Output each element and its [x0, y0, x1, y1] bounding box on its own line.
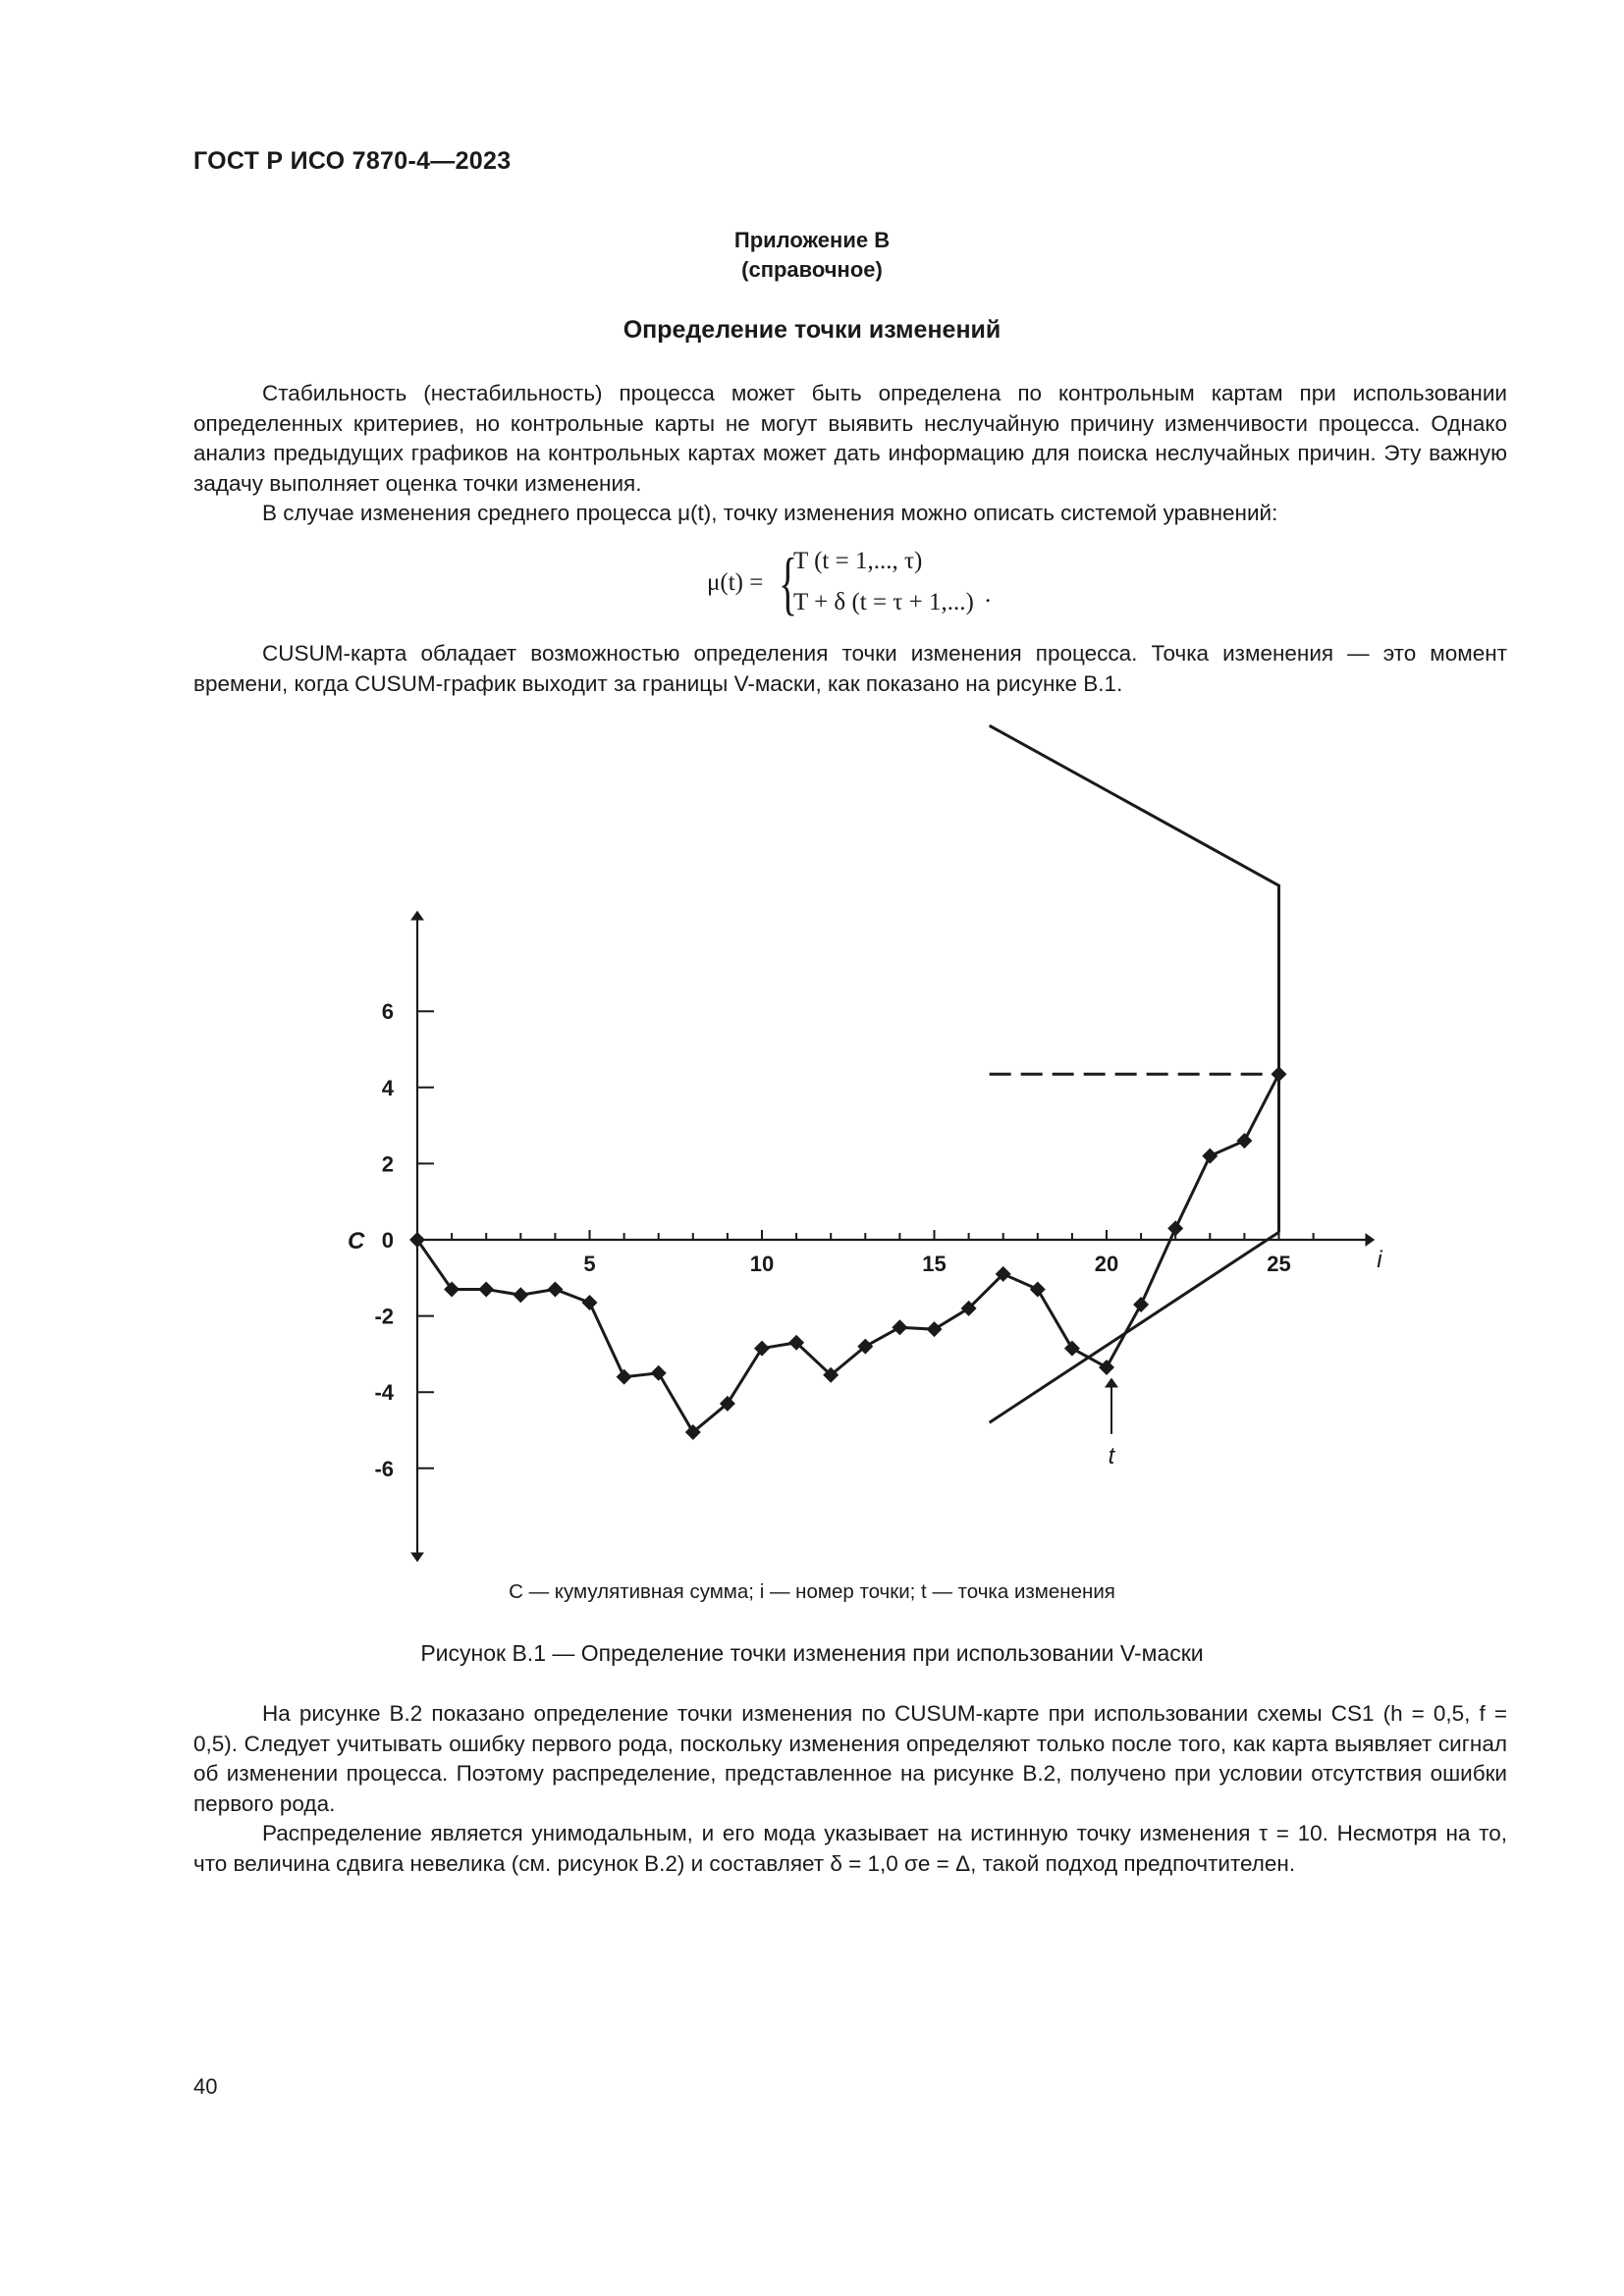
- appendix-type: (справочное): [741, 257, 883, 282]
- data-point: [513, 1287, 528, 1303]
- data-point: [754, 1341, 770, 1357]
- data-point: [927, 1321, 943, 1337]
- data-point: [1099, 1360, 1114, 1375]
- paragraph: На рисунке В.2 показано определение точки изменения по CUSUM-карте при использовании схемы CS1 (h = 0,5, f = 0,5). Следует учитывать ошибку первого рода, поскольку изменения определяют только после того, как карта выявляет сигнал об изменении процесса. Поэтому распределение, представленное на рисунке В.2, получено при условии отсутствия ошибки первого рода.: [193, 1701, 1507, 1816]
- conclusion-text: [193, 1699, 1507, 1879]
- y-tick-label: 6: [381, 999, 394, 1025]
- appendix-label: Приложение В: [733, 228, 891, 252]
- y-tick-label: -2: [374, 1304, 394, 1329]
- change-point-label: t: [1108, 1442, 1115, 1469]
- y-tick-label: -6: [374, 1456, 394, 1481]
- paragraph: CUSUM-карта обладает возможностью определения точки изменения процесса. Точка изменения — это момент времени, когда CUSUM-график выходит за границы V-маски, как показано на рисунке В.1.: [193, 641, 1507, 696]
- cusum-line: [417, 1074, 1279, 1432]
- x-axis-label: i: [1377, 1247, 1382, 1273]
- formula-end: .: [985, 581, 992, 608]
- legend-text: C — кумулятивная сумма; i — номер точки; t — точка изменения: [509, 1580, 1115, 1603]
- paragraph: В случае изменения среднего процесса μ(t), точку изменения можно описать системой уравнений:: [262, 501, 1278, 525]
- data-point: [478, 1281, 494, 1297]
- y-tick-label: 2: [381, 1151, 394, 1177]
- section-title: Определение точки изменений: [623, 316, 1001, 344]
- data-point: [1133, 1297, 1149, 1312]
- data-point: [1236, 1133, 1252, 1148]
- figure-legend: [0, 1580, 1624, 1604]
- cusum-series: [409, 1066, 1287, 1440]
- v-mask-lower-arm: [990, 1232, 1279, 1422]
- x-tick-label: 20: [1094, 1252, 1119, 1276]
- x-tick-label: 25: [1267, 1252, 1291, 1276]
- formula-lhs: μ(t) =: [707, 569, 764, 596]
- data-point: [582, 1295, 598, 1310]
- formula-brace: {: [779, 544, 798, 622]
- x-tick-label: 15: [922, 1252, 947, 1276]
- data-point: [1030, 1281, 1046, 1297]
- paragraph: Распределение является унимодальным, и его мода указывает на истинную точку изменения τ = 10. Несмотря на то, что величина сдвига невелика (см. рисунок В.2) и составляет δ = 1,0 σe = Δ, такой подход предпочтителен.: [193, 1821, 1507, 1876]
- data-point: [1167, 1220, 1183, 1236]
- v-mask-upper-arm: [990, 725, 1279, 1232]
- data-point: [1202, 1148, 1218, 1164]
- data-point: [547, 1281, 563, 1297]
- formula-case-2: T + δ (t = τ + 1,...): [793, 589, 974, 615]
- data-point: [617, 1369, 632, 1385]
- data-point: [1064, 1341, 1080, 1357]
- document-header: ГОСТ Р ИСО 7870-4—2023: [193, 147, 512, 175]
- y-axis-label: C: [348, 1228, 365, 1255]
- x-tick-label: 10: [749, 1252, 775, 1276]
- data-point: [651, 1365, 667, 1381]
- data-point: [892, 1319, 907, 1335]
- paragraph: Стабильность (нестабильность) процесса может быть определена по контрольным картам при использовании определенных критериев, но контрольные карты не могут выявить неслучайную причину изменчивости процесса. Однако анализ предыдущих графиков на контрольных картах может дать информацию для поиска неслучайных причин. Эту важную задачу выполняет оценка точки изменения.: [193, 381, 1507, 496]
- y-tick-label: 4: [381, 1075, 394, 1100]
- data-point: [1272, 1066, 1287, 1082]
- formula-case-1: T (t = 1,..., τ): [793, 548, 923, 574]
- y-tick-label: -4: [374, 1380, 394, 1406]
- page-number: 40: [193, 2074, 218, 2099]
- figure-caption: Рисунок В.1 — Определение точки изменения при использовании V-маски: [420, 1640, 1204, 1666]
- chart-axes: [417, 916, 1370, 1558]
- y-tick-label: 0: [381, 1228, 394, 1253]
- x-tick-label: 5: [583, 1252, 596, 1276]
